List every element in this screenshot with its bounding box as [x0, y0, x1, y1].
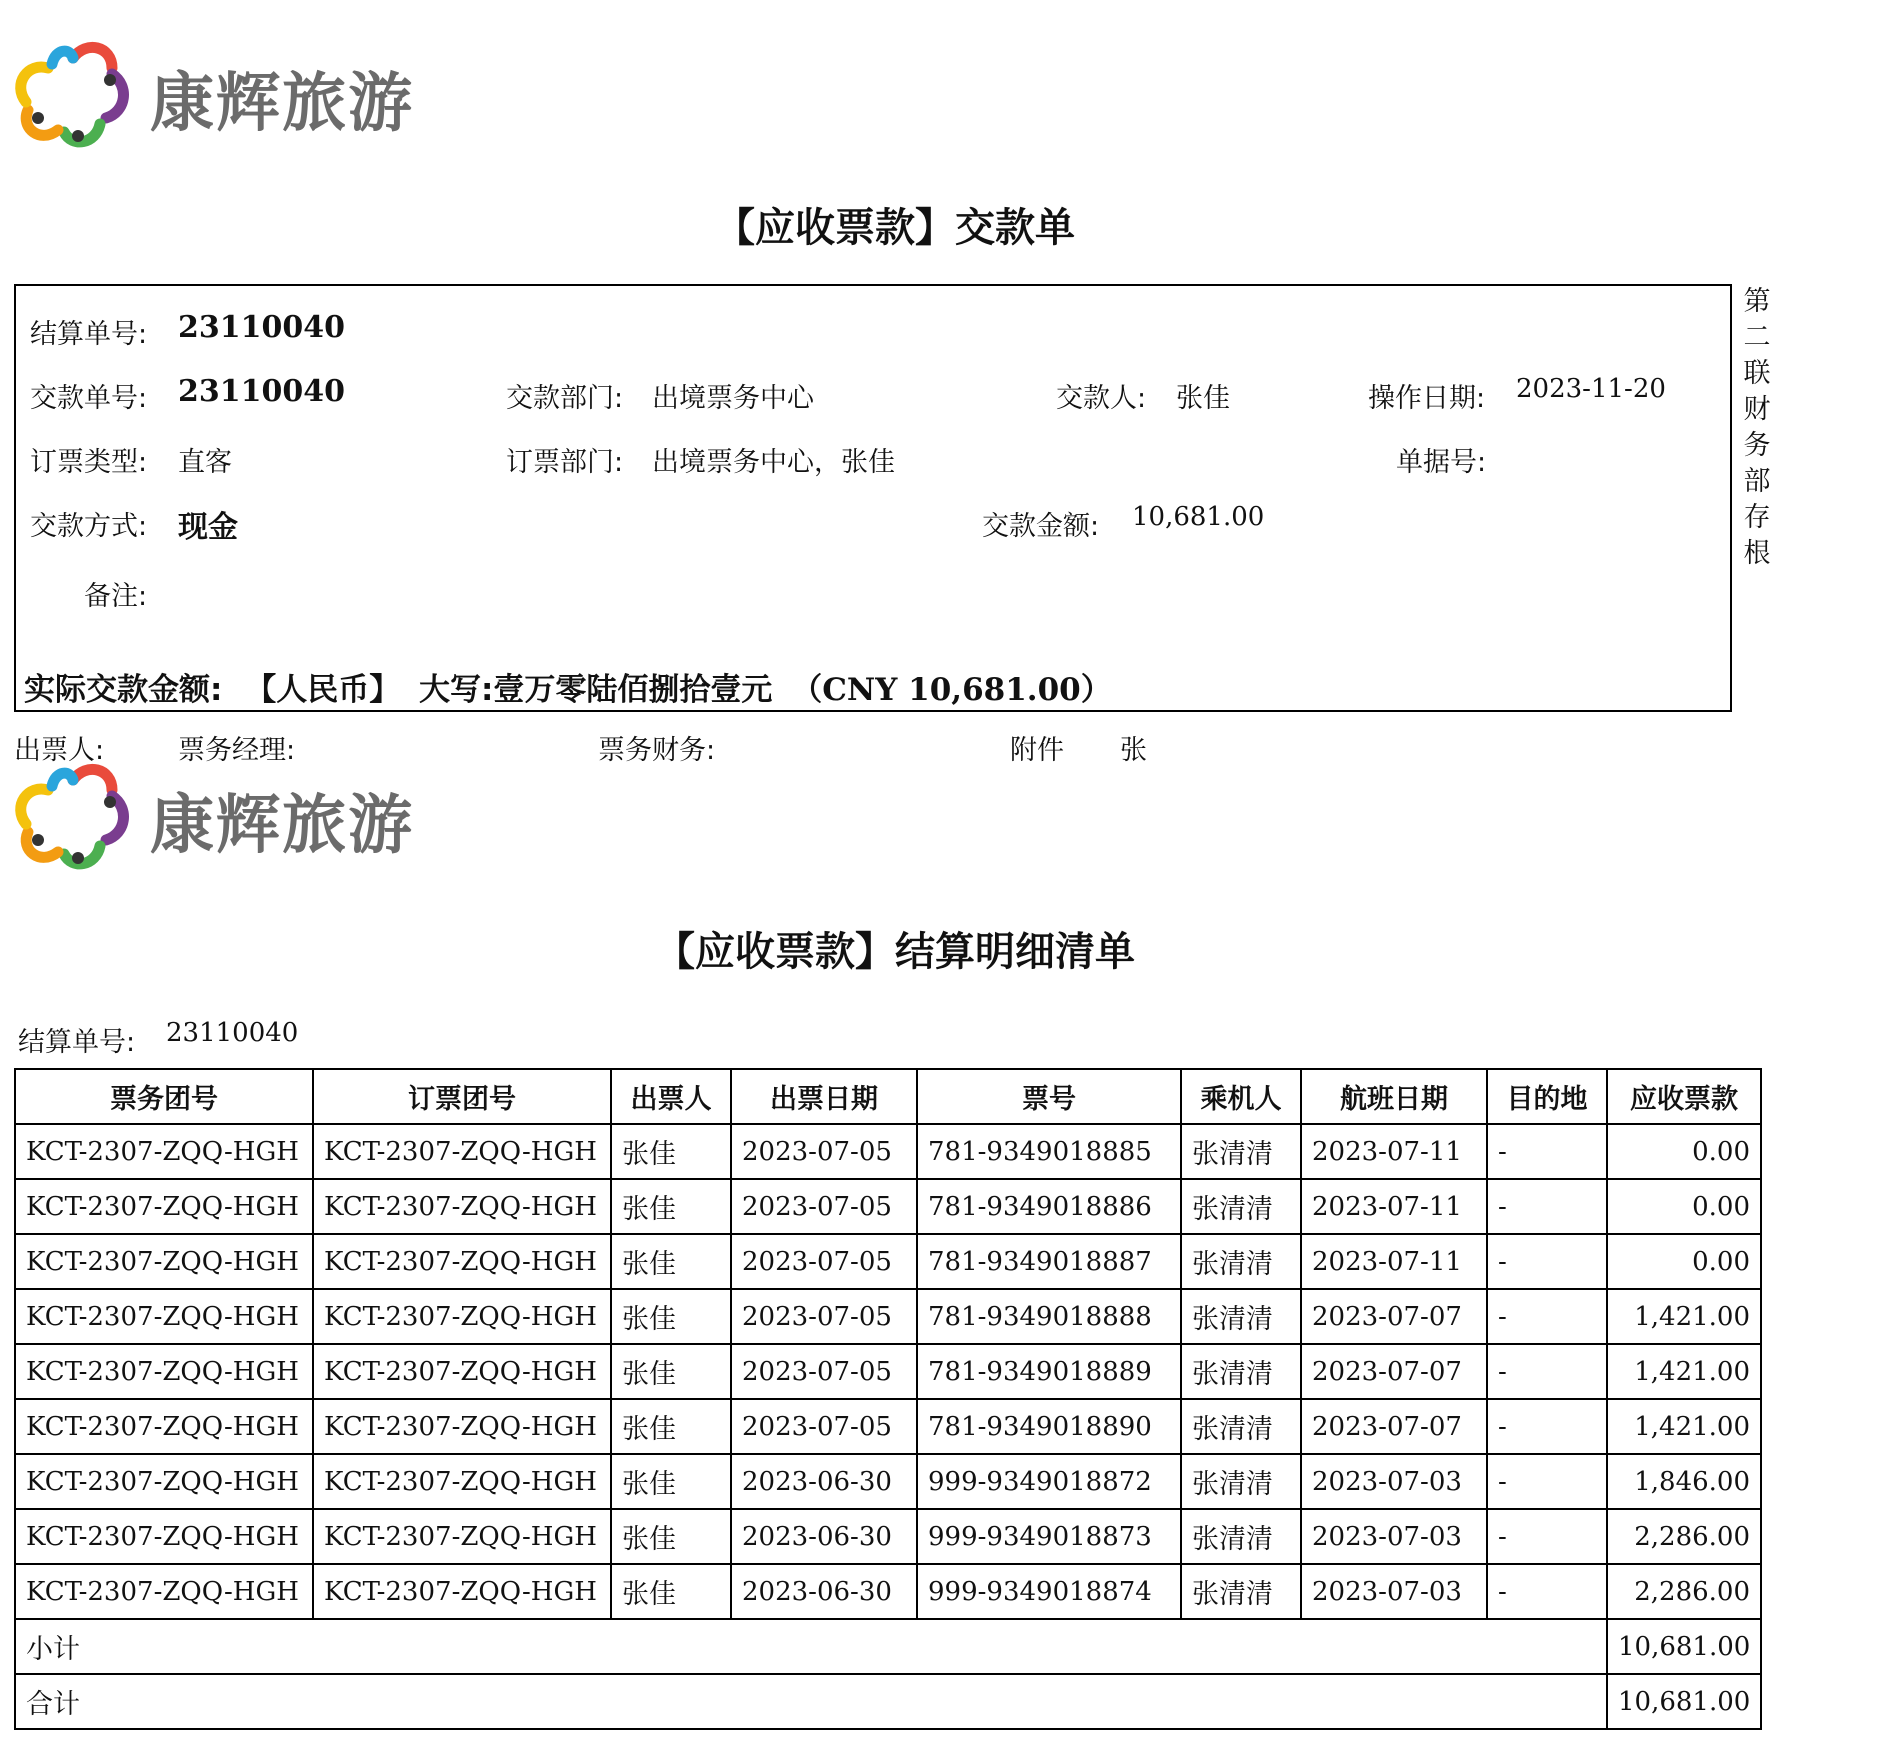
total-value: 10,681.00 — [1607, 1674, 1761, 1729]
table-cell: 1,421.00 — [1607, 1344, 1761, 1399]
table-cell: 张佳 — [611, 1124, 731, 1179]
table-cell: 张佳 — [611, 1344, 731, 1399]
table-cell: - — [1487, 1344, 1607, 1399]
table-cell: 1,421.00 — [1607, 1289, 1761, 1344]
table-cell: KCT-2307-ZQQ-HGH — [15, 1289, 313, 1344]
table-cell: 张清清 — [1181, 1454, 1301, 1509]
table-cell: KCT-2307-ZQQ-HGH — [313, 1234, 611, 1289]
manager-label: 票务经理: — [178, 735, 296, 766]
table-cell: 999-9349018872 — [917, 1454, 1181, 1509]
amount-in-words: 壹万零陆佰捌拾壹元 — [493, 672, 773, 708]
table-cell: 999-9349018874 — [917, 1564, 1181, 1619]
table-cell: KCT-2307-ZQQ-HGH — [313, 1399, 611, 1454]
table-cell: 1,846.00 — [1607, 1454, 1761, 1509]
table-row — [15, 1179, 1761, 1234]
table-cell: - — [1487, 1564, 1607, 1619]
words-label: 大写: — [419, 672, 494, 708]
copy-note-vertical — [1740, 284, 1774, 572]
table-row — [15, 1564, 1761, 1619]
brand-name: 康辉旅游 — [150, 67, 414, 141]
table-cell: KCT-2307-ZQQ-HGH — [313, 1289, 611, 1344]
table-cell: KCT-2307-ZQQ-HGH — [313, 1179, 611, 1234]
table-cell: 781-9349018890 — [917, 1399, 1181, 1454]
attachments-label: 附件 — [1010, 735, 1064, 766]
table-cell: 2023-07-07 — [1301, 1344, 1487, 1399]
table-cell: KCT-2307-ZQQ-HGH — [313, 1124, 611, 1179]
table-cell: KCT-2307-ZQQ-HGH — [313, 1344, 611, 1399]
settlement-detail-table — [14, 1068, 1762, 1730]
table-cell: 张清清 — [1181, 1124, 1301, 1179]
payment-dept: 出境票务中心 — [652, 383, 814, 414]
settlement-no: 23110040 — [178, 310, 345, 345]
copy-note-char: 二 — [1743, 322, 1771, 353]
table-cell: 2023-07-11 — [1301, 1179, 1487, 1234]
column-header: 应收票款 — [1607, 1069, 1761, 1124]
table-cell: 0.00 — [1607, 1179, 1761, 1234]
copy-note-char: 务 — [1743, 430, 1771, 461]
actual-amount-label: 实际交款金额: — [24, 672, 223, 708]
table-cell: - — [1487, 1454, 1607, 1509]
table-row — [15, 1454, 1761, 1509]
table-cell: 张清清 — [1181, 1179, 1301, 1234]
table-cell: 张佳 — [611, 1234, 731, 1289]
table-cell: KCT-2307-ZQQ-HGH — [313, 1564, 611, 1619]
table-cell: 张清清 — [1181, 1289, 1301, 1344]
table-cell: KCT-2307-ZQQ-HGH — [15, 1124, 313, 1179]
issuer-label: 出票人: — [14, 735, 105, 766]
remark-label: 备注: — [84, 581, 148, 612]
table-cell: 999-9349018873 — [917, 1509, 1181, 1564]
receipt-box — [14, 284, 1732, 712]
total-label: 合计 — [15, 1674, 1607, 1729]
table-row — [15, 1344, 1761, 1399]
table-row — [15, 1124, 1761, 1179]
payment-dept-label: 交款部门: — [506, 383, 624, 414]
table-cell: 张佳 — [611, 1399, 731, 1454]
detail-settlement-no-label: 结算单号: — [18, 1027, 136, 1058]
finance-label: 票务财务: — [598, 735, 716, 766]
column-header: 目的地 — [1487, 1069, 1607, 1124]
table-cell: - — [1487, 1234, 1607, 1289]
pay-method: 现金 — [178, 510, 238, 545]
op-date-label: 操作日期: — [1368, 383, 1486, 414]
brand-logo — [14, 40, 434, 150]
column-header: 票务团号 — [15, 1069, 313, 1124]
receipt-title: 【应收票款】交款单 — [715, 205, 1075, 251]
table-cell: KCT-2307-ZQQ-HGH — [15, 1399, 313, 1454]
table-cell: 2023-07-05 — [731, 1179, 917, 1234]
table-row — [15, 1399, 1761, 1454]
booking-dept-label: 订票部门: — [506, 447, 624, 478]
booking-dept: 出境票务中心，张佳 — [652, 447, 895, 478]
table-cell: 2023-07-07 — [1301, 1399, 1487, 1454]
table-cell: 张佳 — [611, 1509, 731, 1564]
table-cell: 2023-07-05 — [731, 1289, 917, 1344]
column-header: 票号 — [917, 1069, 1181, 1124]
copy-note-char: 存 — [1743, 502, 1771, 533]
subtotal-row — [15, 1619, 1761, 1674]
table-cell: 2023-06-30 — [731, 1454, 917, 1509]
brand-name: 康辉旅游 — [150, 789, 414, 863]
table-cell: - — [1487, 1509, 1607, 1564]
table-cell: 2023-07-07 — [1301, 1289, 1487, 1344]
table-cell: 2023-07-03 — [1301, 1454, 1487, 1509]
table-cell: 781-9349018886 — [917, 1179, 1181, 1234]
table-cell: 0.00 — [1607, 1124, 1761, 1179]
detail-settlement-no: 23110040 — [166, 1018, 299, 1048]
table-cell: KCT-2307-ZQQ-HGH — [15, 1234, 313, 1289]
table-cell: 2023-06-30 — [731, 1564, 917, 1619]
table-cell: 0.00 — [1607, 1234, 1761, 1289]
table-cell: 张佳 — [611, 1289, 731, 1344]
column-header: 出票日期 — [731, 1069, 917, 1124]
flower-logo-icon — [14, 40, 132, 150]
copy-note-char: 财 — [1743, 394, 1771, 425]
amount-label: 交款金额: — [982, 511, 1100, 542]
table-cell: - — [1487, 1289, 1607, 1344]
table-cell: 2023-07-05 — [731, 1344, 917, 1399]
table-cell: 781-9349018885 — [917, 1124, 1181, 1179]
booking-type-label: 订票类型: — [30, 447, 148, 478]
table-row — [15, 1234, 1761, 1289]
pay-method-label: 交款方式: — [30, 511, 148, 542]
table-cell: 781-9349018889 — [917, 1344, 1181, 1399]
amount: 10,681.00 — [1132, 502, 1265, 532]
actual-amount-line — [24, 664, 1112, 709]
payer-label: 交款人: — [1056, 383, 1147, 414]
copy-note-char: 部 — [1743, 466, 1771, 497]
subtotal-label: 小计 — [15, 1619, 1607, 1674]
flower-logo-icon — [14, 762, 132, 872]
table-cell: 张佳 — [611, 1179, 731, 1234]
table-cell: KCT-2307-ZQQ-HGH — [15, 1454, 313, 1509]
booking-type: 直客 — [178, 447, 232, 478]
table-cell: 2023-07-05 — [731, 1124, 917, 1179]
table-cell: - — [1487, 1124, 1607, 1179]
subtotal-value: 10,681.00 — [1607, 1619, 1761, 1674]
detail-title: 【应收票款】结算明细清单 — [655, 929, 1135, 975]
table-cell: 781-9349018888 — [917, 1289, 1181, 1344]
table-row — [15, 1509, 1761, 1564]
table-cell: 2023-07-05 — [731, 1234, 917, 1289]
table-cell: - — [1487, 1179, 1607, 1234]
table-cell: 2,286.00 — [1607, 1509, 1761, 1564]
table-cell: 张清清 — [1181, 1399, 1301, 1454]
payment-no-label: 交款单号: — [30, 383, 148, 414]
doc-no-label: 单据号: — [1396, 447, 1487, 478]
table-cell: 1,421.00 — [1607, 1399, 1761, 1454]
table-row — [15, 1289, 1761, 1344]
table-cell: KCT-2307-ZQQ-HGH — [313, 1454, 611, 1509]
total-row — [15, 1674, 1761, 1729]
table-cell: KCT-2307-ZQQ-HGH — [313, 1509, 611, 1564]
settlement-no-label: 结算单号: — [30, 319, 148, 350]
attachments-unit: 张 — [1120, 735, 1147, 766]
table-cell: 2023-07-11 — [1301, 1124, 1487, 1179]
amount-cny: （CNY 10,681.00） — [791, 672, 1112, 708]
brand-logo — [14, 762, 434, 872]
column-header: 乘机人 — [1181, 1069, 1301, 1124]
table-cell: KCT-2307-ZQQ-HGH — [15, 1179, 313, 1234]
table-cell: 张清清 — [1181, 1509, 1301, 1564]
table-cell: 张清清 — [1181, 1564, 1301, 1619]
payer: 张佳 — [1176, 383, 1230, 414]
payment-no: 23110040 — [178, 374, 345, 409]
copy-note-char: 根 — [1743, 538, 1771, 569]
table-cell: 张清清 — [1181, 1234, 1301, 1289]
table-cell: 张清清 — [1181, 1344, 1301, 1399]
table-cell: 张佳 — [611, 1564, 731, 1619]
table-cell: 2023-06-30 — [731, 1509, 917, 1564]
table-cell: 张佳 — [611, 1454, 731, 1509]
op-date: 2023-11-20 — [1516, 374, 1666, 404]
table-cell: 2023-07-05 — [731, 1399, 917, 1454]
table-cell: KCT-2307-ZQQ-HGH — [15, 1564, 313, 1619]
table-cell: 2023-07-11 — [1301, 1234, 1487, 1289]
table-cell: 2023-07-03 — [1301, 1564, 1487, 1619]
table-cell: 2023-07-03 — [1301, 1509, 1487, 1564]
column-header: 航班日期 — [1301, 1069, 1487, 1124]
table-cell: 2,286.00 — [1607, 1564, 1761, 1619]
table-cell: KCT-2307-ZQQ-HGH — [15, 1344, 313, 1399]
table-cell: - — [1487, 1399, 1607, 1454]
table-cell: 781-9349018887 — [917, 1234, 1181, 1289]
table-cell: KCT-2307-ZQQ-HGH — [15, 1509, 313, 1564]
table-header-row — [15, 1069, 1761, 1124]
column-header: 出票人 — [611, 1069, 731, 1124]
currency-label: 【人民币】 — [245, 672, 401, 708]
copy-note-char: 第 — [1743, 286, 1771, 317]
copy-note-char: 联 — [1743, 358, 1771, 389]
column-header: 订票团号 — [313, 1069, 611, 1124]
